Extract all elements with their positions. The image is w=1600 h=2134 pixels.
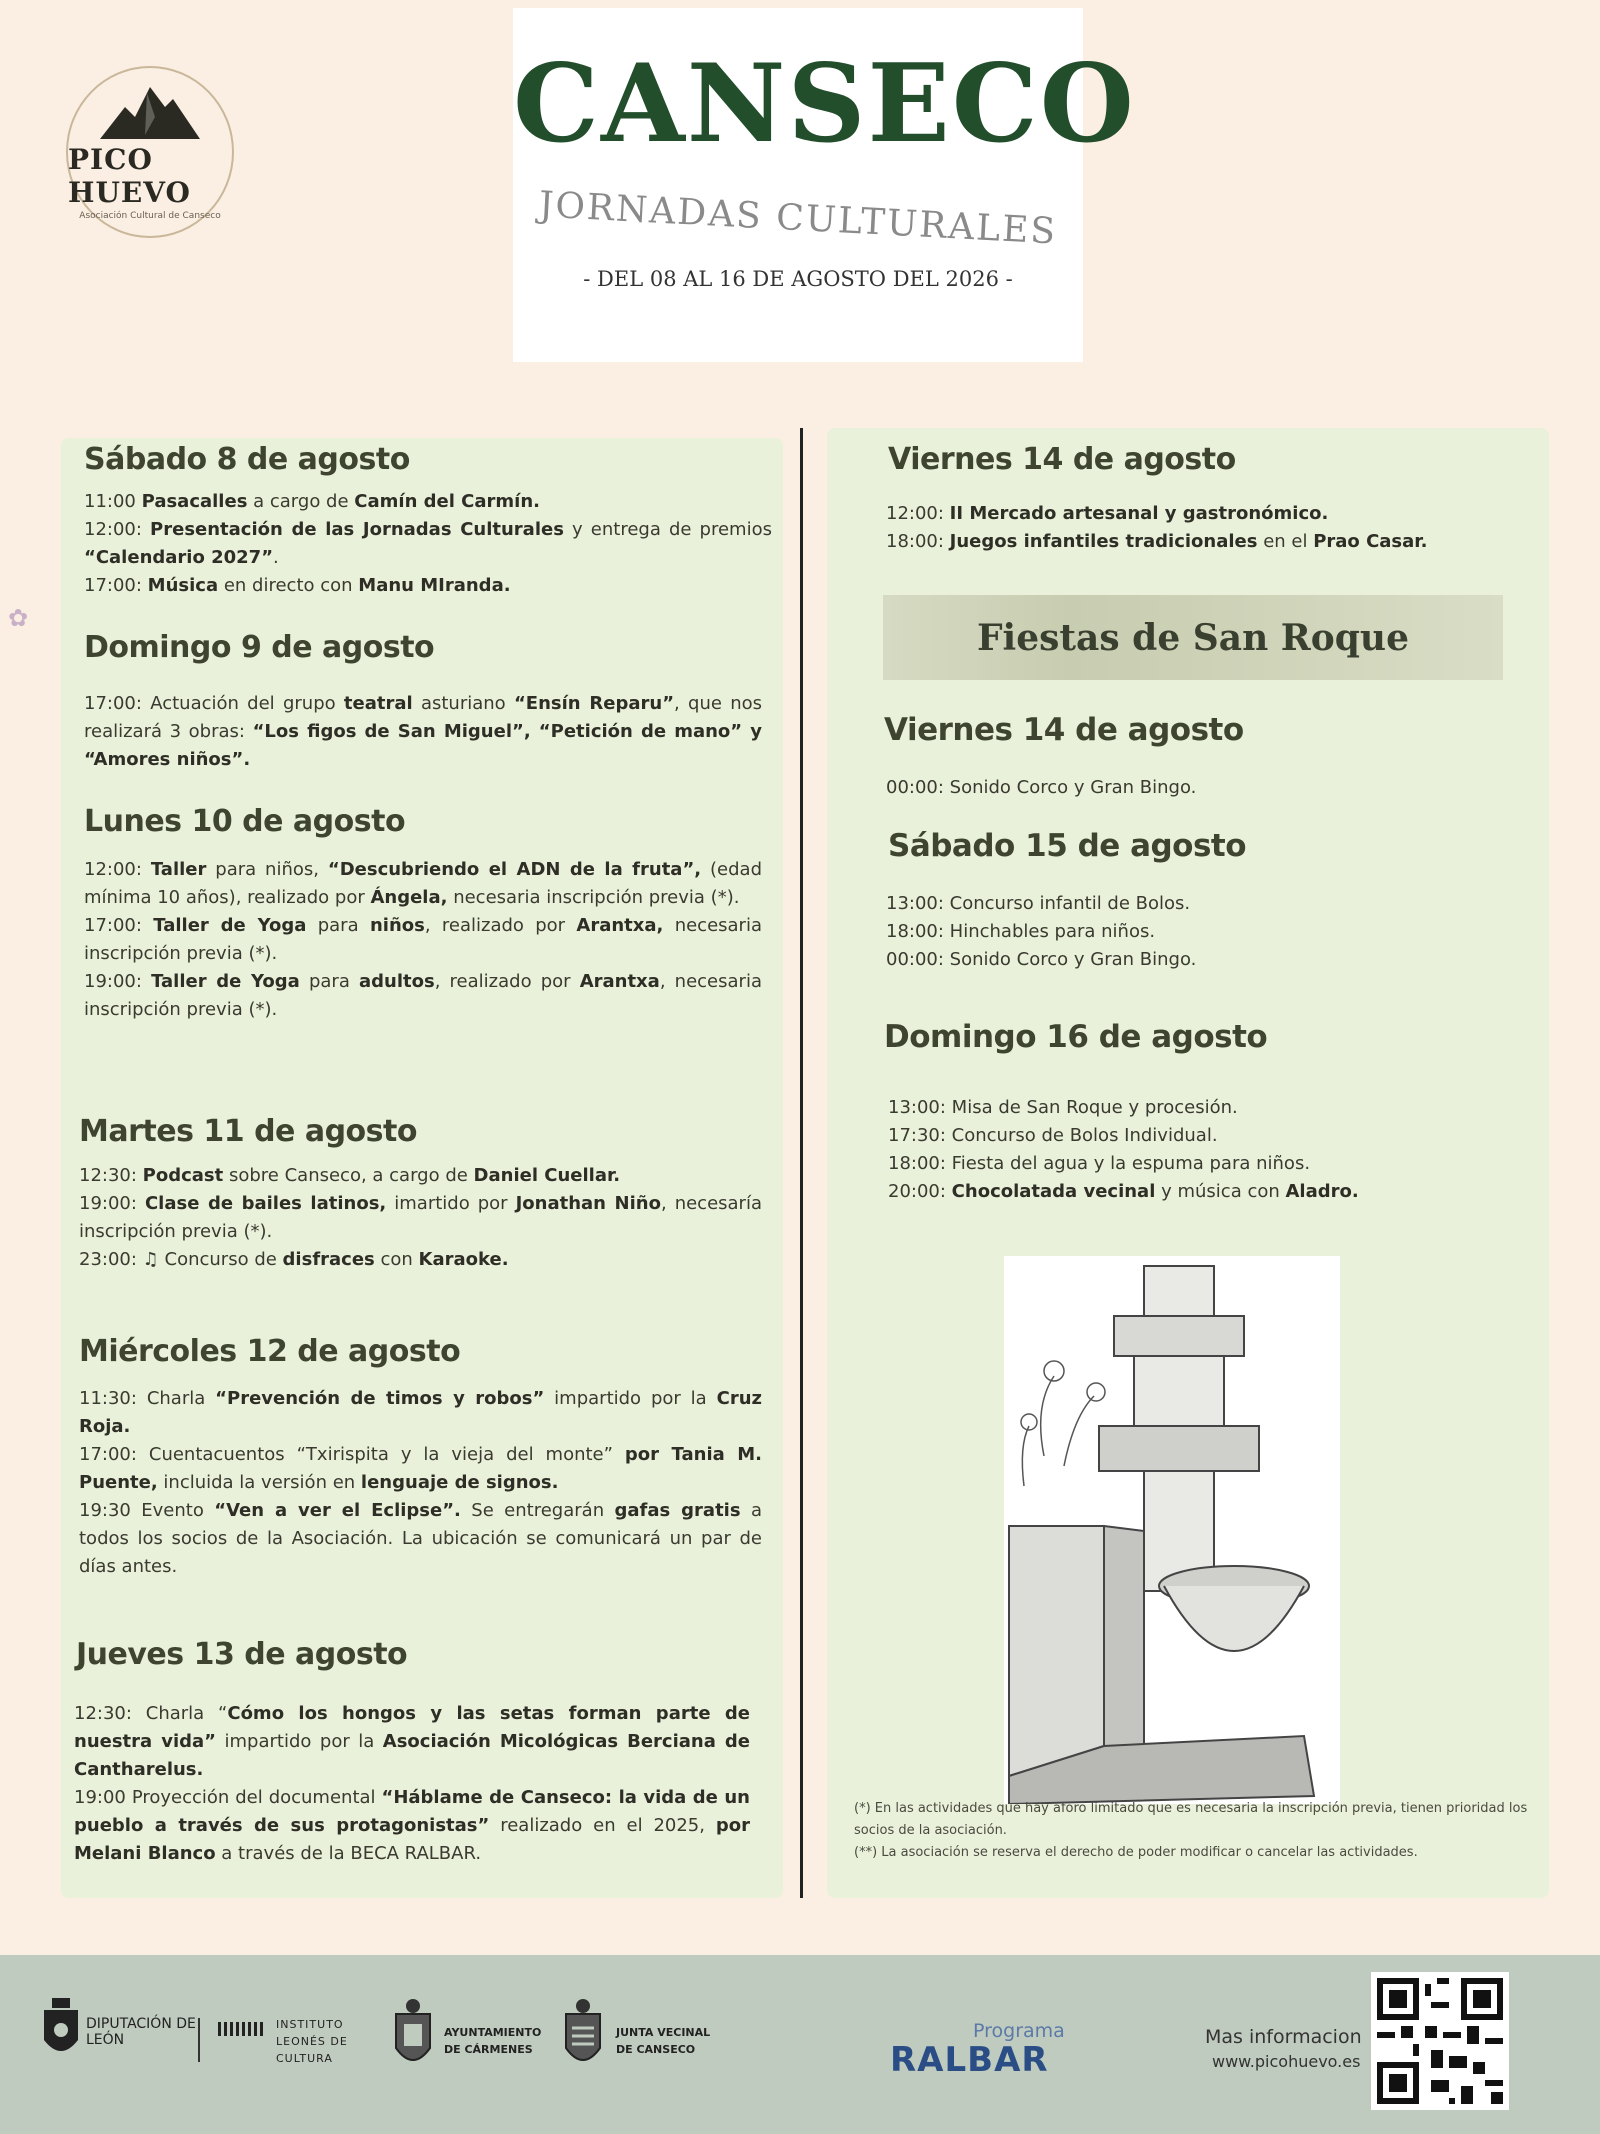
event-dates: - DEL 08 AL 16 DE AGOSTO DEL 2026 - — [583, 267, 1013, 291]
page-title: CANSECO — [513, 41, 1136, 167]
events-sabado-15 — [886, 890, 1526, 974]
fountain-illustration — [1004, 1256, 1340, 1804]
events-lunes-10 — [84, 856, 762, 1024]
junta-vecinal-de-canseco: JUNTA VECINAL DE CANSECO — [616, 2026, 711, 2056]
event-line: 18:00: Fiesta del agua y la espuma para niños. — [888, 1153, 1311, 1174]
event-line: 12:30: Podcast sobre Canseco, a cargo de Daniel Cuellar. — [79, 1165, 621, 1186]
pico-huevo-logo — [66, 66, 234, 238]
events-miercoles-12 — [79, 1385, 762, 1581]
event-line: 17:00: Cuentacuentos “Txirispita y la vieja del monte” por Tania M. Puente, incluida la versión en lenguaje de signos. — [79, 1444, 762, 1493]
event-line: 23:00: ♫ Concurso de disfraces con Karaoke. — [79, 1249, 509, 1270]
day-title-viernes-14: Viernes 14 de agosto — [888, 442, 1236, 477]
event-line: 18:00: Juegos infantiles tradicionales en el Prao Casar. — [886, 531, 1428, 552]
event-line: 19:00: Clase de bailes latinos, imartido por Jonathan Niño, necesaría inscripción previa (*). — [79, 1193, 762, 1242]
website-link[interactable]: www.picohuevo.es — [1212, 2052, 1361, 2071]
flower-icon: ✿ — [8, 604, 29, 632]
ayuntamiento-shield-icon — [392, 1998, 434, 2072]
event-line: 20:00: Chocolatada vecinal y música con Aladro. — [888, 1181, 1359, 1202]
event-line: 19:00 Proyección del documental “Háblame de Canseco: la vida de un pueblo a través de sus protagonistas” realizado en el 2025, por Melani Blanco a través de la BECA RALBAR. — [74, 1787, 750, 1864]
diputacion-shield-icon — [40, 1996, 82, 2064]
day-title-sabado-15: Sábado 15 de agosto — [888, 828, 1247, 864]
page-subtitle: JORNADAS CULTURALES — [537, 184, 1059, 253]
event-line: 17:00: Actuación del grupo teatral asturiano “Ensín Reparu”, que nos realizará 3 obras: “Los figos de San Miguel”, “Petición de mano” y “Amores niños”. — [84, 693, 763, 770]
day-title-martes-11: Martes 11 de agosto — [79, 1114, 417, 1149]
events-domingo-9 — [84, 690, 762, 774]
event-line: 12:00: Taller para niños, “Descubriendo el ADN de la fruta”, (edad mínima 10 años), realizado por Ángela, necesaria inscripción previa (*). — [84, 859, 762, 908]
mountain-icon — [95, 77, 205, 147]
day-title-viernes-14-roque: Viernes 14 de agosto — [884, 712, 1244, 748]
events-viernes-14-roque — [886, 774, 1526, 802]
event-line: 18:00: Hinchables para niños. — [886, 921, 1156, 942]
logo-subtitle: Asociación Cultural de Canseco — [79, 211, 221, 221]
event-line: 17:00: Música en directo con Manu MIranda. — [84, 575, 511, 596]
title-box — [513, 8, 1136, 362]
instituto-leones-de-cultura: INSTITUTO LEONÉS DE CULTURA — [276, 2018, 348, 2065]
day-title-miercoles-12: Miércoles 12 de agosto — [79, 1334, 461, 1369]
event-line: 17:00: Taller de Yoga para niños, realizado por Arantxa, necesaria inscripción previa (*). — [84, 915, 762, 964]
day-title-domingo-9: Domingo 9 de agosto — [84, 630, 435, 665]
diputacion-de-leon: DIPUTACIÓN DE LEÓN — [86, 2016, 196, 2048]
event-line: 12:00: Presentación de las Jornadas Culturales y entrega de premios “Calendario 2027”. — [84, 519, 772, 568]
day-title-jueves-13: Jueves 13 de agosto — [76, 1637, 408, 1672]
qr-code[interactable] — [1371, 1972, 1509, 2110]
events-jueves-13 — [74, 1700, 750, 1868]
event-line: 12:30: Charla “Cómo los hongos y las setas forman parte de nuestra vida” impartido por la Asociación Micológicas Berciana de Cantharelus. — [74, 1703, 750, 1780]
qr-code-icon — [1377, 1978, 1503, 2104]
day-title-lunes-10: Lunes 10 de agosto — [84, 804, 406, 839]
event-line: 11:00 Pasacalles a cargo de Camín del Carmín. — [84, 491, 540, 512]
logo-name: PICO HUEVO — [68, 143, 191, 209]
ayuntamiento-de-carmenes: AYUNTAMIENTO DE CÁRMENES — [444, 2026, 542, 2056]
footnotes — [854, 1798, 1554, 1864]
day-title-domingo-16: Domingo 16 de agosto — [884, 1019, 1268, 1055]
events-martes-11 — [79, 1162, 762, 1274]
event-line: 13:00: Misa de San Roque y procesión. — [888, 1097, 1238, 1118]
event-line: 00:00: Sonido Corco y Gran Bingo. — [886, 949, 1197, 970]
san-roque-banner — [883, 595, 1503, 680]
event-line: 19:30 Evento “Ven a ver el Eclipse”. Se entregarán gafas gratis a todos los socios de la Asociación. La ubicación se comunicará un par de días antes. — [79, 1500, 762, 1577]
column-divider — [800, 428, 803, 1898]
events-viernes-14 — [886, 500, 1526, 556]
instituto-icon — [218, 2022, 264, 2036]
event-line: 12:00: II Mercado artesanal y gastronómico. — [886, 503, 1329, 524]
event-line: 17:30: Concurso de Bolos Individual. — [888, 1125, 1218, 1146]
day-title-sabado-8: Sábado 8 de agosto — [84, 442, 410, 477]
event-line: 19:00: Taller de Yoga para adultos, realizado por Arantxa, necesaria inscripción previa (*). — [84, 971, 762, 1020]
footnote-1: (*) En las actividades que hay aforo limitado que es necesaria la inscripción previa, tienen prioridad los socios de la asociación. — [854, 1801, 1528, 1838]
banner-title: Fiestas de San Roque — [977, 616, 1409, 659]
event-line: 00:00: Sonido Corco y Gran Bingo. — [886, 777, 1197, 798]
junta-shield-icon — [562, 1998, 604, 2072]
event-line: 13:00: Concurso infantil de Bolos. — [886, 893, 1191, 914]
events-domingo-16 — [888, 1094, 1528, 1206]
footer-separator — [198, 2018, 200, 2062]
programa-label: Programa — [973, 2020, 1065, 2042]
events-sabado-8 — [84, 488, 772, 600]
mas-informacion-label: Mas informacion — [1205, 2026, 1362, 2048]
ralbar-logo: RALBAR — [890, 2040, 1049, 2080]
footnote-2: (**) La asociación se reserva el derecho de poder modificar o cancelar las actividades. — [854, 1845, 1418, 1860]
event-line: 11:30: Charla “Prevención de timos y robos” impartido por la Cruz Roja. — [79, 1388, 762, 1437]
